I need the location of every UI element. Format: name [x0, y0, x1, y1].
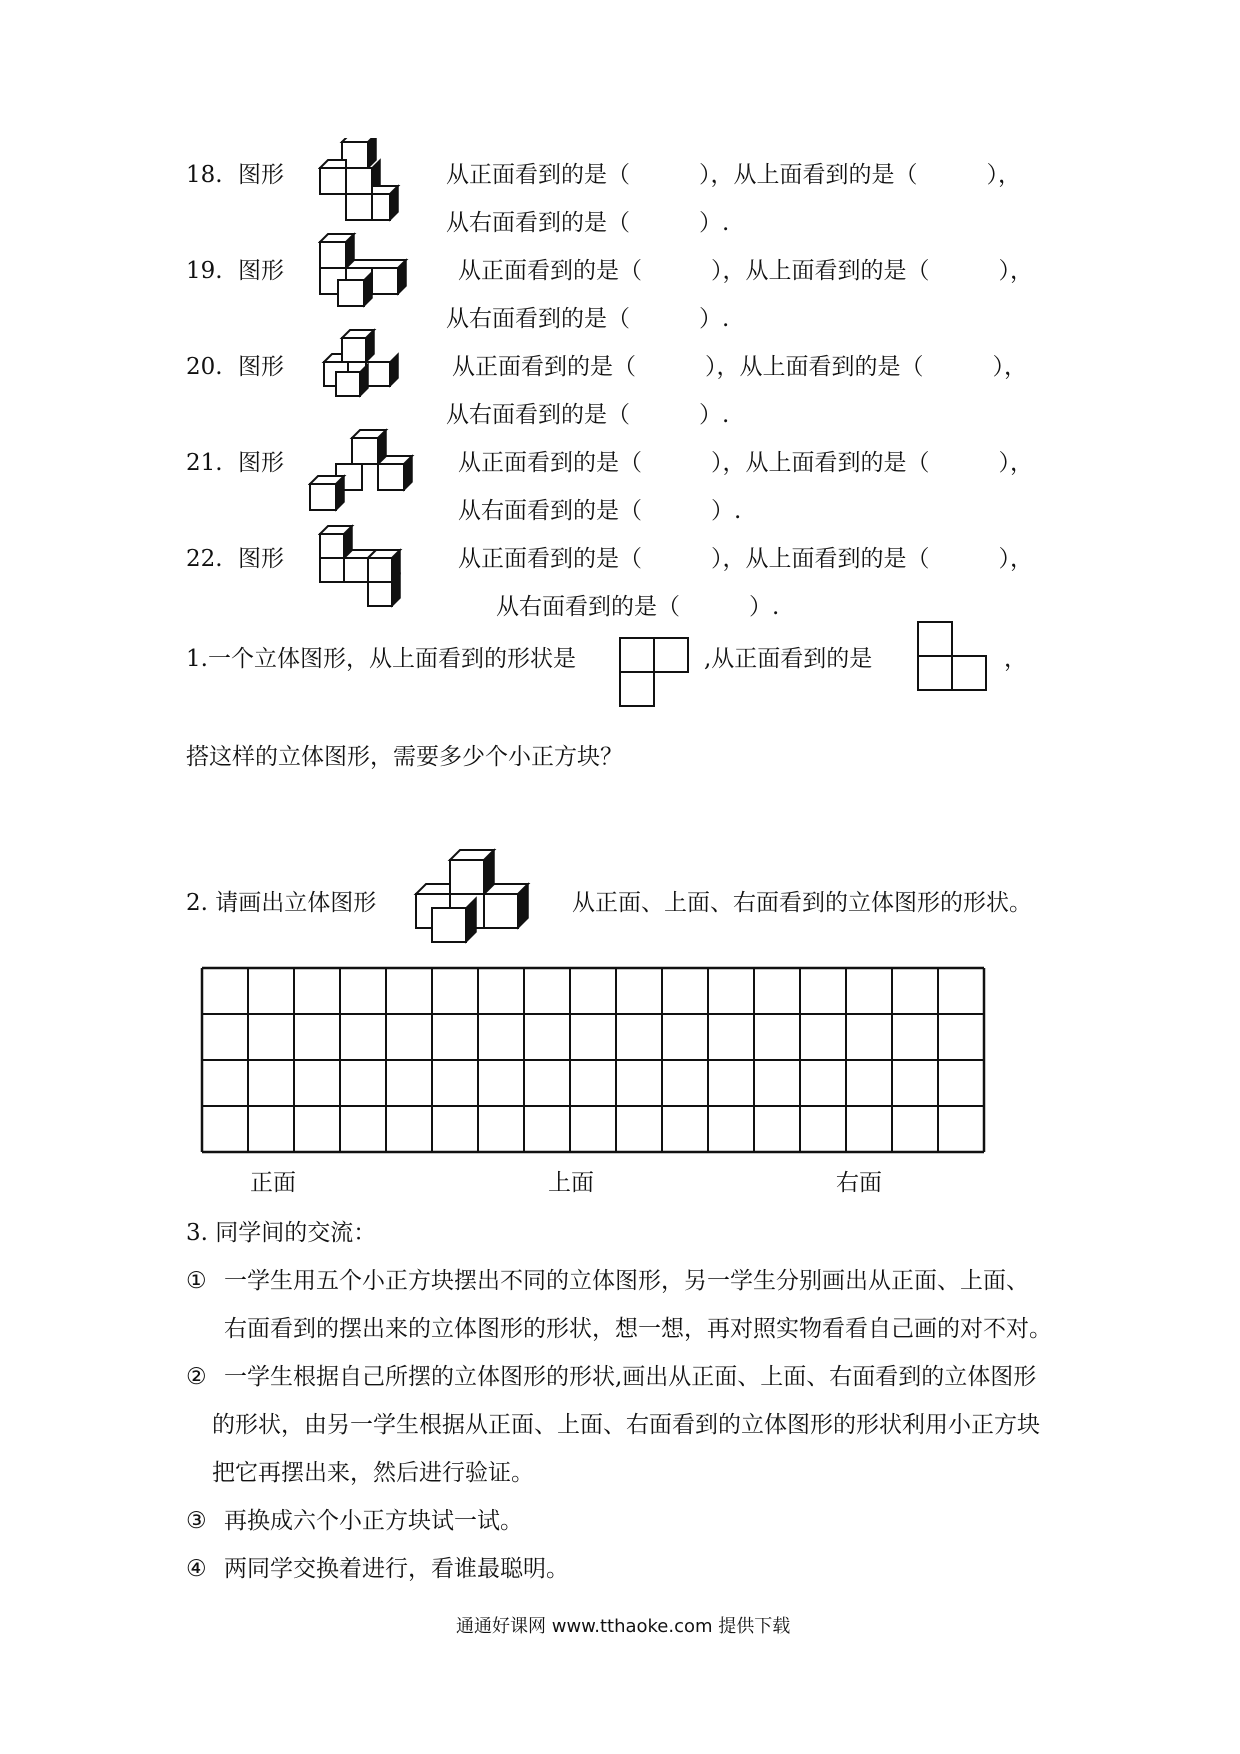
question-20-label: 图形	[238, 354, 284, 380]
problem-1-top-view-figure	[618, 636, 690, 708]
question-21-line2: 从右面看到的是（ ）.	[458, 498, 742, 524]
question-18-line1: 从正面看到的是（ ），从上面看到的是（ ），	[446, 162, 1021, 188]
question-21-line1: 从正面看到的是（ ），从上面看到的是（ ），	[458, 450, 1033, 476]
item-3-line-1: 再换成六个小正方块试一试。	[224, 1508, 523, 1534]
grid-label-top: 上面	[548, 1170, 594, 1196]
problem-2-cube-figure	[410, 846, 550, 950]
question-21-label: 图形	[238, 450, 284, 476]
item-4-line-1: 两同学交换着进行，看谁最聪明。	[224, 1556, 569, 1582]
question-19-number: 19.	[186, 258, 223, 284]
question-22-line2: 从右面看到的是（ ）.	[496, 594, 780, 620]
question-19-line2: 从右面看到的是（ ）.	[446, 306, 730, 332]
problem-1-text-b: ,从正面看到的是	[704, 646, 873, 672]
item-2-line-2: 的形状，由另一学生根据从正面、上面、右面看到的立体图形的形状利用小正方块	[212, 1412, 1040, 1438]
question-20-cube-figure	[318, 328, 408, 404]
problem-1-front-view-figure	[916, 620, 988, 692]
item-4-mark: ④	[186, 1556, 207, 1582]
question-22-label: 图形	[238, 546, 284, 572]
question-18-label: 图形	[238, 162, 284, 188]
question-20-line1: 从正面看到的是（ ），从上面看到的是（ ），	[452, 354, 1027, 380]
question-19-cube-figure	[318, 232, 428, 312]
grid-label-right: 右面	[836, 1170, 882, 1196]
question-22-cube-figure	[318, 524, 408, 628]
question-19-line1: 从正面看到的是（ ），从上面看到的是（ ），	[458, 258, 1033, 284]
question-20-line2: 从右面看到的是（ ）.	[446, 402, 730, 428]
problem-1-question: 搭这样的立体图形，需要多少个小正方块？	[186, 744, 623, 770]
drawing-grid[interactable]	[200, 966, 986, 1158]
problem-1-text-a: 1.一个立体图形，从上面看到的形状是	[186, 646, 576, 672]
question-21-cube-figure	[308, 428, 428, 520]
page-footer: 通通好课网 www.tthaoke.com 提供下载	[456, 1616, 791, 1637]
item-2-line-3: 把它再摆出来，然后进行验证。	[212, 1460, 534, 1486]
question-21-number: 21.	[186, 450, 223, 476]
question-18-line2: 从右面看到的是（ ）.	[446, 210, 730, 236]
question-19-label: 图形	[238, 258, 284, 284]
question-20-number: 20.	[186, 354, 223, 380]
item-2-line-1: 一学生根据自己所摆的立体图形的形状,画出从正面、上面、右面看到的立体图形	[224, 1364, 1037, 1390]
item-1-mark: ①	[186, 1268, 207, 1294]
problem-2-text-a: 2. 请画出立体图形	[186, 890, 377, 916]
problem-2-text-b: 从正面、上面、右面看到的立体图形的形状。	[572, 890, 1032, 916]
item-1-line-1: 一学生用五个小正方块摆出不同的立体图形，另一学生分别画出从正面、上面、	[224, 1268, 1029, 1294]
grid-label-front: 正面	[250, 1170, 296, 1196]
item-3-mark: ③	[186, 1508, 207, 1534]
question-18-number: 18.	[186, 162, 223, 188]
question-22-number: 22.	[186, 546, 223, 572]
question-22-line1: 从正面看到的是（ ），从上面看到的是（ ），	[458, 546, 1033, 572]
question-18-cube-figure	[318, 138, 413, 230]
problem-1-text-c: ，	[1004, 646, 1027, 672]
item-2-mark: ②	[186, 1364, 207, 1390]
problem-3-title: 3. 同学间的交流：	[186, 1220, 377, 1246]
item-1-line-2: 右面看到的摆出来的立体图形的形状，想一想，再对照实物看看自己画的对不对。	[224, 1316, 1052, 1342]
